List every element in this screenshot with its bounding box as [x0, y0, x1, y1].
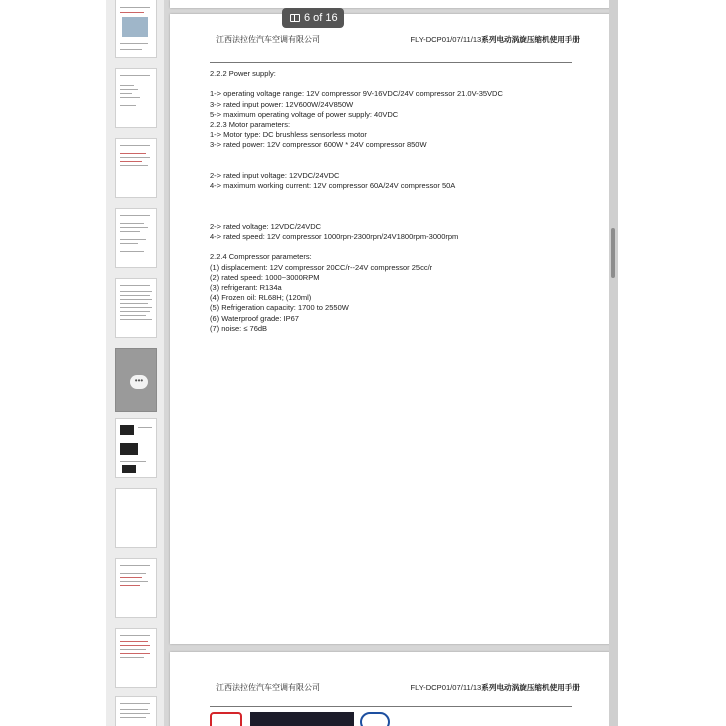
document-page-6 [170, 14, 612, 644]
text-line: 1-> operating voltage range: 12V compressor 9V-16VDC/24V compressor 21.0V-35VDC [210, 89, 503, 99]
sidebar-icon[interactable] [290, 14, 300, 22]
thumbnail-menu-button[interactable]: ••• [130, 375, 148, 389]
header-company: 江西法拉佐汽车空调有限公司 [216, 35, 320, 44]
text-line: 2.2.3 Motor parameters: [210, 119, 291, 129]
company-logo-2 [360, 712, 390, 726]
header-company: 江西法拉佐汽车空调有限公司 [216, 683, 320, 692]
thumbnail-page-2[interactable] [115, 68, 157, 128]
blank-line [210, 151, 590, 161]
scrollbar-thumb[interactable] [611, 228, 615, 278]
blank-line [210, 161, 590, 171]
blank-line [210, 242, 590, 252]
thumbnail-page-7[interactable] [115, 418, 157, 478]
thumbnail-page-8[interactable] [115, 488, 157, 548]
text-line: (4) Frozen oil: RL68H; (120ml) [210, 293, 312, 303]
text-line: 1-> Motor type: DC brushless sensorless motor [210, 130, 367, 140]
header-rule [210, 706, 572, 707]
thumbnail-page-10[interactable] [115, 628, 157, 688]
text-line: 3-> rated input power: 12V600W/24V850W [210, 99, 354, 109]
previous-page [170, 0, 612, 8]
blank-line [210, 201, 590, 211]
thumbnail-sidebar[interactable] [106, 0, 164, 726]
text-line: 2.2.4 Compressor parameters: [210, 252, 312, 262]
text-line: (3) refrigerant: R134a [210, 282, 282, 292]
product-image [250, 712, 354, 726]
header-title: FLY-DCP01/07/11/13系列电动涡旋压缩机使用手册 [410, 35, 580, 44]
page-indicator[interactable]: 6 of 16 [282, 8, 344, 28]
thumbnail-page-11[interactable] [115, 696, 157, 726]
text-line: 4-> maximum working current: 12V compressor 60A/24V compressor 50A [210, 181, 456, 191]
document-page-7 [170, 652, 612, 726]
page-content [210, 69, 590, 334]
company-logo [210, 712, 242, 726]
blank-line [210, 79, 590, 89]
header-rule [210, 62, 572, 63]
text-line: 5-> maximum operating voltage of power supply: 40VDC [210, 109, 399, 119]
thumbnail-page-4[interactable] [115, 208, 157, 268]
text-line: 4-> rated speed: 12V compressor 1000rpn-2300rpn/24V1800rpm-3000rpm [210, 232, 459, 241]
text-line: 2-> rated voltage: 12VDC/24VDC [210, 221, 322, 231]
header-title: FLY-DCP01/07/11/13系列电动涡旋压缩机使用手册 [410, 683, 580, 692]
thumbnail-page-3[interactable] [115, 138, 157, 198]
scrollbar[interactable] [609, 0, 618, 726]
text-line: 3-> rated power: 12V compressor 600W * 24V compressor 850W [210, 140, 427, 150]
thumbnail-page-6[interactable] [115, 348, 157, 412]
pdf-viewer [106, 0, 618, 726]
blank-line [210, 212, 590, 222]
text-line: 2-> rated input voltage: 12VDC/24VDC [210, 170, 340, 180]
thumbnail-page-1[interactable] [115, 0, 157, 58]
thumbnail-page-5[interactable] [115, 278, 157, 338]
text-line: (2) rated speed: 1000~3000RPM [210, 272, 320, 282]
text-line: (5) Refrigeration capacity: 1700 to 2550W [210, 303, 349, 313]
text-line: (6) Waterproof grade: IP67 [210, 313, 299, 323]
text-line: (1) displacement: 12V compressor 20CC/r--24V compressor 25cc/r [210, 262, 433, 272]
text-line: (7) noise: ≤ 76dB [210, 323, 268, 333]
blank-line [210, 191, 590, 201]
thumbnail-page-9[interactable] [115, 558, 157, 618]
text-line: 2.2.2 Power supply: [210, 69, 276, 78]
